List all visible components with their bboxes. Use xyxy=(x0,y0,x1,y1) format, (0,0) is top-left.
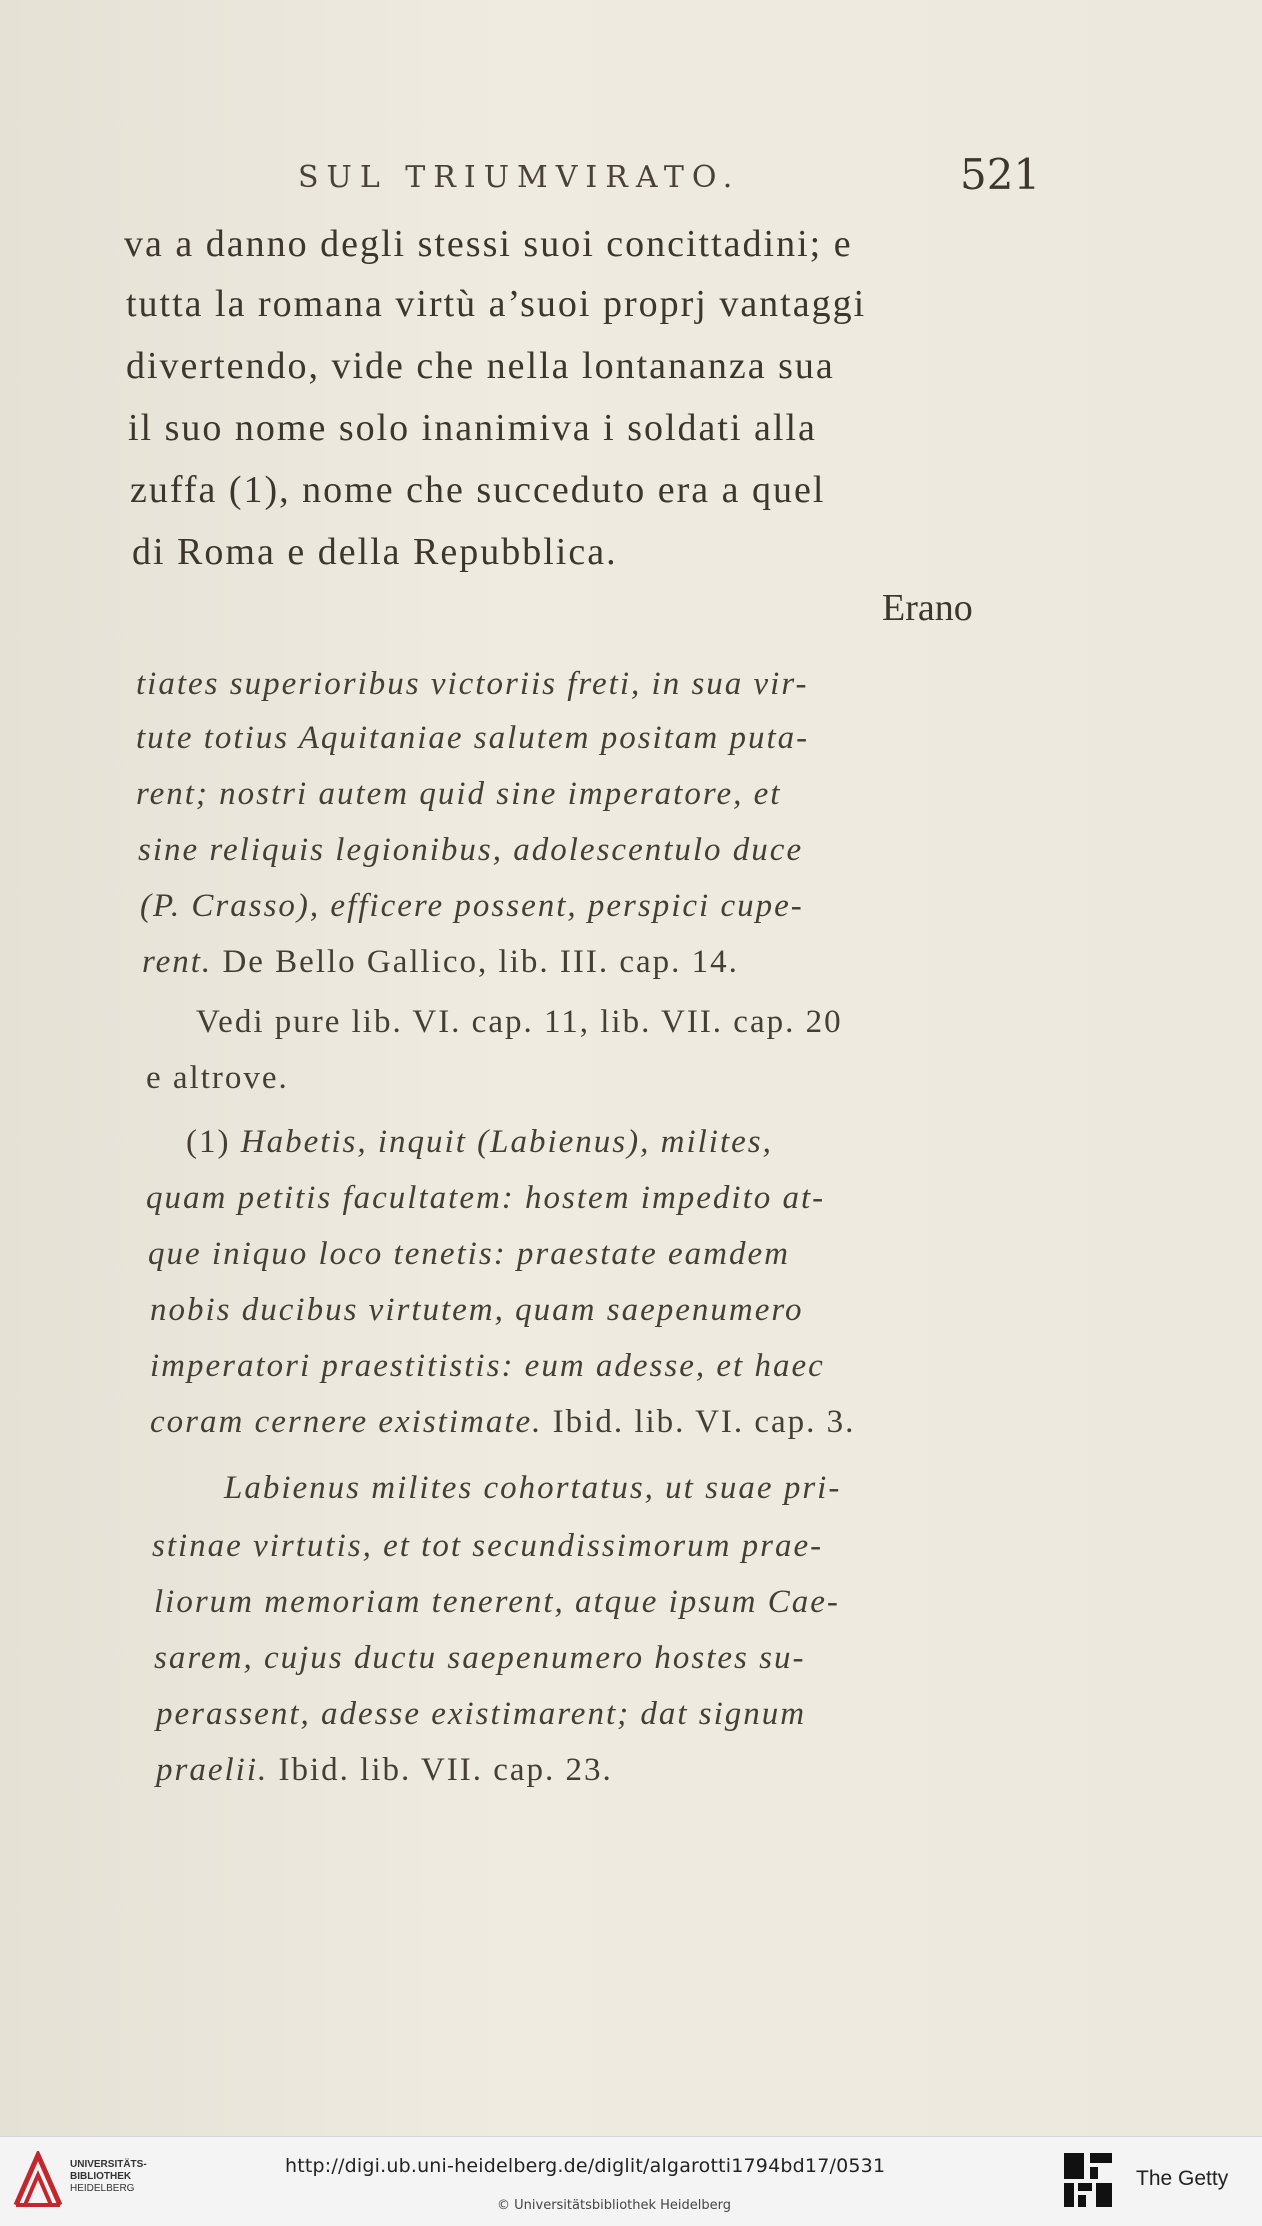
note-line: stinae virtutis, et tot secundissimorum prae- xyxy=(152,1528,824,1564)
body-line: zuffa (1), nome che succeduto era a quel xyxy=(130,469,826,511)
library-name-line: BIBLIOTHEK xyxy=(70,2171,132,2182)
note-line: nobis ducibus virtutem, quam saepenumero xyxy=(150,1292,804,1328)
note-fragment: Ibid. lib. VI. cap. 3. xyxy=(542,1404,856,1440)
note-line: quam petitis facultatem: hostem impedito at- xyxy=(146,1180,826,1216)
note-line: (P. Crasso), efficere possent, perspici cupe- xyxy=(140,888,804,924)
note-line: Labienus milites cohortatus, ut suae pri- xyxy=(224,1470,842,1506)
catchword: Erano xyxy=(882,587,973,629)
body-line: tutta la romana virtù a’suoi proprj vantaggi xyxy=(126,283,867,325)
note-line: sarem, cujus ductu saepenumero hostes su- xyxy=(154,1640,806,1676)
note-fragment: De Bello Gallico, lib. III. cap. 14. xyxy=(212,944,739,980)
note-fragment: coram cernere existimate. xyxy=(150,1404,543,1440)
note-line: liorum memoriam tenerent, atque ipsum Cae- xyxy=(154,1584,840,1620)
library-name-line: HEIDELBERG xyxy=(70,2183,135,2194)
footnote-marker: (1) xyxy=(186,1124,241,1160)
page-number: 521 xyxy=(960,150,1041,199)
note-citation-line xyxy=(156,1752,613,1789)
library-name-line: UNIVERSITÄTS- xyxy=(70,2159,147,2170)
note-fragment: rent. xyxy=(142,944,213,980)
note-fragment: Habetis, inquit (Labienus), milites, xyxy=(240,1124,773,1160)
running-title: SUL TRIUMVIRATO. xyxy=(298,160,741,195)
body-line: divertendo, vide che nella lontananza sua xyxy=(126,345,835,387)
body-line: di Roma e della Repubblica. xyxy=(132,531,618,573)
note-fragment: praelii. xyxy=(156,1752,269,1788)
copyright-notice: © Universitätsbibliothek Heidelberg xyxy=(497,2198,732,2213)
note-line: Vedi pure lib. VI. cap. 11, lib. VII. cap. 20 xyxy=(196,1004,843,1040)
note-line: que iniquo loco tenetis: praestate eamdem xyxy=(148,1236,790,1272)
getty-name: The Getty xyxy=(1136,2167,1229,2190)
footnote-1-start xyxy=(186,1124,773,1161)
note-line: sine reliquis legionibus, adolescentulo duce xyxy=(138,832,804,868)
library-name xyxy=(70,2159,147,2195)
note-line: rent; nostri autem quid sine imperatore, et xyxy=(136,776,782,812)
note-line: e altrove. xyxy=(146,1060,289,1096)
body-line: il suo nome solo inanimiva i soldati alla xyxy=(128,407,817,449)
note-line: tiates superioribus victoriis freti, in sua vir- xyxy=(136,666,809,702)
university-library-logo-icon xyxy=(12,2151,64,2209)
note-citation-line xyxy=(150,1404,855,1441)
note-fragment: Ibid. lib. VII. cap. 23. xyxy=(268,1752,613,1788)
note-line: perassent, adesse existimarent; dat signum xyxy=(156,1696,807,1732)
permalink-url[interactable]: http://digi.ub.uni-heidelberg.de/diglit/algarotti1794bd17/0531 xyxy=(285,2155,886,2177)
note-citation-line xyxy=(142,944,739,981)
note-line: imperatori praestitistis: eum adesse, et haec xyxy=(150,1348,825,1384)
getty-logo-icon xyxy=(1060,2149,1116,2211)
note-line: tute totius Aquitaniae salutem positam puta- xyxy=(136,720,810,756)
viewer-footer xyxy=(0,2136,1262,2226)
body-line: va a danno degli stessi suoi concittadini; e xyxy=(124,223,853,265)
